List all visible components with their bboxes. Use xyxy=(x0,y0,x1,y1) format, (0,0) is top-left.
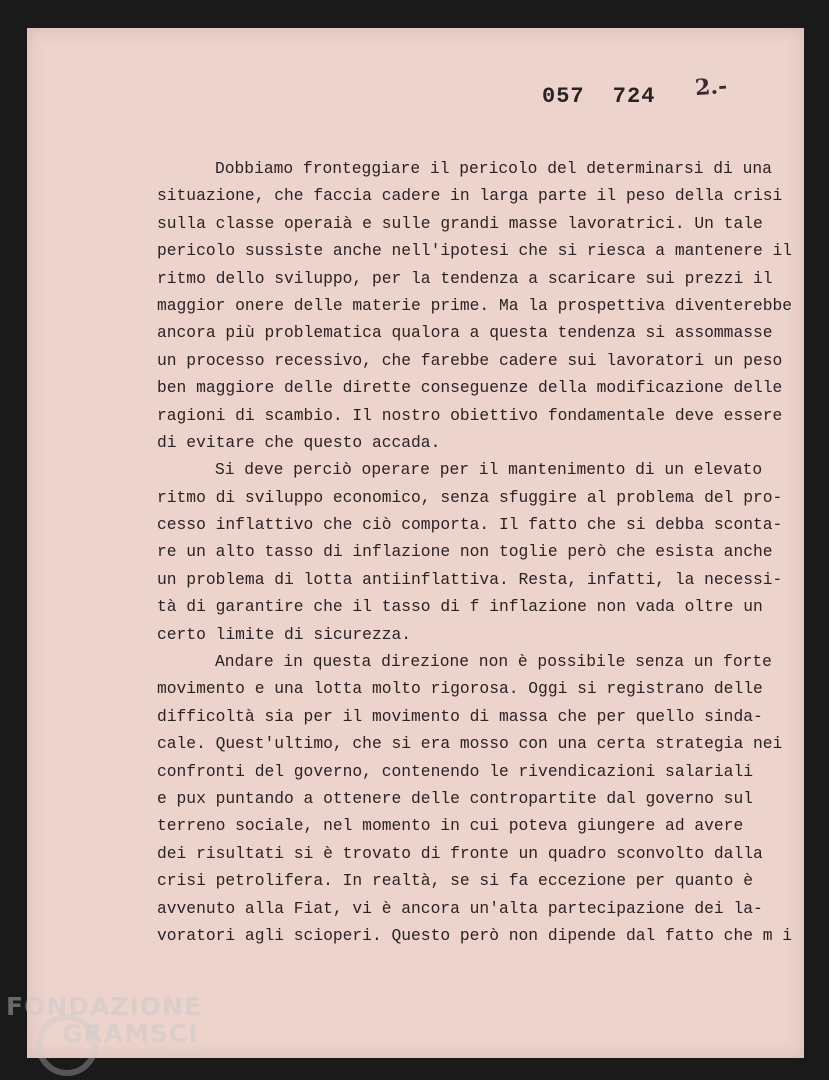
document-number: 057 724 xyxy=(542,84,656,109)
text-line: Dobbiamo fronteggiare il pericolo del determinarsi di una xyxy=(215,159,772,178)
text-line: terreno sociale, nel momento in cui poteva giungere ad avere xyxy=(157,816,744,836)
handwritten-page-mark: 2.- xyxy=(694,72,728,102)
text-line: tà di garantire che il tasso di f inflazione non vada oltre un xyxy=(157,597,763,617)
watermark-line-3: onlus xyxy=(172,1048,199,1059)
text-line: Andare in questa direzione non è possibile senza un forte xyxy=(215,652,772,672)
text-line: confronti del governo, contenendo le rivendicazioni salariali xyxy=(157,761,753,781)
text-line: dei risultati si è trovato di fronte un quadro sconvolto dalla xyxy=(157,843,763,863)
watermark-line-1: FONDAZIONE xyxy=(6,992,203,1021)
text-line: avvenuto alla Fiat, vi è ancora un'alta partecipazione dei la- xyxy=(157,898,763,918)
text-line: di evitare che questo accada. xyxy=(157,432,441,452)
fondazione-gramsci-watermark xyxy=(6,992,203,1059)
text-line: e pux puntando a ottenere delle contropartite dal governo sul xyxy=(157,788,753,808)
text-line: difficoltà sia per il movimento di massa che per quello sinda- xyxy=(157,706,763,726)
text-line: voratori agli scioperi. Questo però non dipende dal fatto che m i xyxy=(157,925,793,945)
text-line: Si deve perciò operare per il mantenimento di un elevato xyxy=(215,460,763,480)
text-line: ritmo dello sviluppo, per la tendenza a scaricare sui prezzi il xyxy=(157,268,773,288)
text-line: un problema di lotta antiinflattiva. Resta, infatti, la necessi- xyxy=(157,569,783,589)
text-line: situazione, che faccia cadere in larga parte il peso della crisi xyxy=(157,186,783,206)
text-line: re un alto tasso di inflazione non toglie però che esista anche xyxy=(157,542,773,562)
text-line: pericolo sussiste anche nell'ipotesi che si riesca a mantenere il xyxy=(157,241,793,261)
text-line: un processo recessivo, che farebbe cadere sui lavoratori un peso xyxy=(157,350,783,370)
text-line: cale. Quest'ultimo, che si era mosso con una certa strategia nei xyxy=(157,734,783,754)
text-line: sulla classe operaià e sulle grandi masse lavoratrici. Un tale xyxy=(157,213,763,233)
text-line: movimento e una lotta molto rigorosa. Oggi si registrano delle xyxy=(157,679,763,699)
text-line: certo limite di sicurezza. xyxy=(157,624,412,644)
text-line: ben maggiore delle dirette conseguenze della modificazione delle xyxy=(157,378,783,398)
text-line: maggior onere delle materie prime. Ma la prospettiva diventerebbe xyxy=(157,295,793,315)
watermark-logo-icon xyxy=(36,1014,98,1076)
watermark-line-2: GRAMSCI xyxy=(62,1019,199,1048)
text-line: crisi petrolifera. In realtà, se si fa eccezione per quanto è xyxy=(157,871,753,891)
document-body xyxy=(157,155,793,949)
text-line: ancora più problematica qualora a questa tendenza si assommasse xyxy=(157,323,773,343)
text-line: ragioni di scambio. Il nostro obiettivo fondamentale deve essere xyxy=(157,405,783,425)
text-line: ritmo di sviluppo economico, senza sfuggire al problema del pro- xyxy=(157,487,783,507)
text-line: cesso inflattivo che ciò comporta. Il fatto che si debba sconta- xyxy=(157,515,783,535)
